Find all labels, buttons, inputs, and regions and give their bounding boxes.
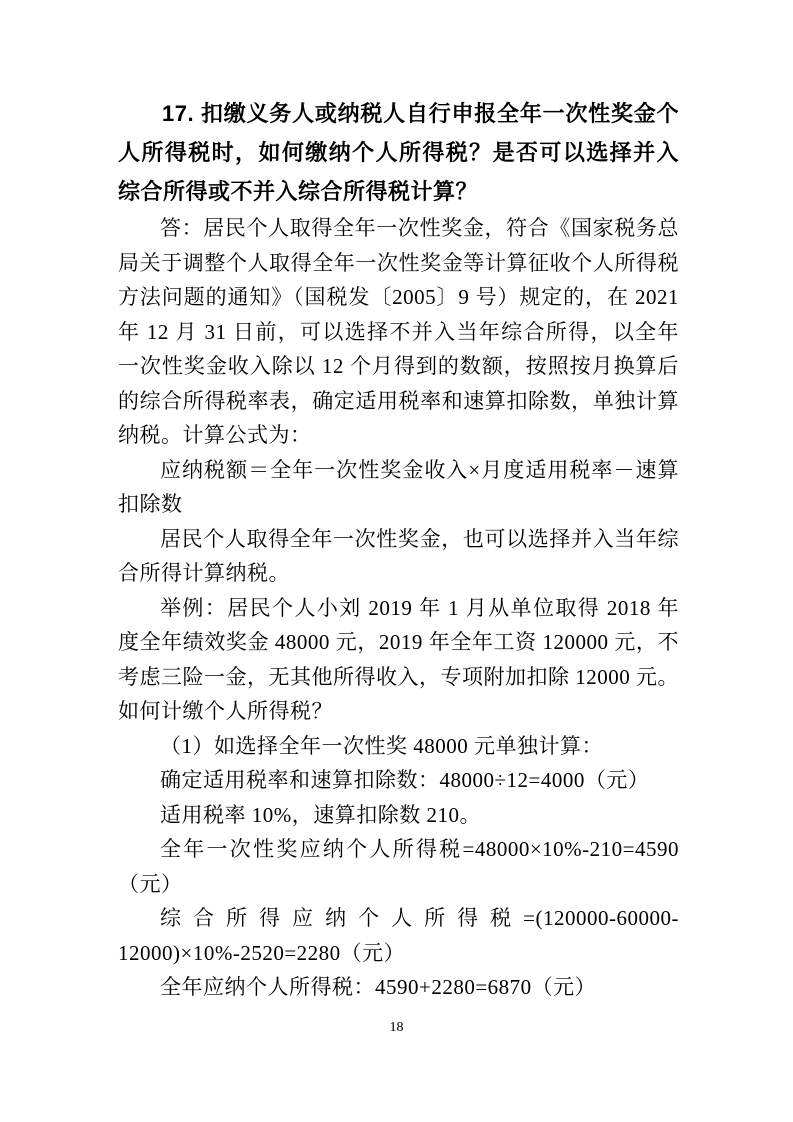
body-paragraph-calc: 适用税率 10%，速算扣除数 210。 (160, 802, 481, 827)
body-paragraph: 答：居民个人取得全年一次性奖金，符合《国家税务总局关于调整个人取得全年一次性奖金等计算征收个人所得税方法问题的通知》（国税发〔2005〕9 号）规定的，在 2021 年 12 月 31 日前，可以选择不并入当年综合所得，以全年一次性奖金收入除以 12 个月得到的数额，按照按月换算后的综合所得税率表，确定适用税率和速算扣除数，单独计算纳税。计算公式为： (118, 216, 679, 447)
section-heading: 17. 扣缴义务人或纳税人自行申报全年一次性奖金个人所得税时，如何缴纳个人所得税？是否可以选择并入综合所得或不并入综合所得税计算？ (118, 101, 679, 204)
page-number: 18 (389, 1020, 404, 1035)
body-paragraph-formula: 应纳税额＝全年一次性奖金收入×月度适用税率－速算扣除数 (118, 457, 679, 516)
body-paragraph-calc: 全年应纳个人所得税：4590+2280=6870（元） (160, 975, 597, 999)
body-paragraph-example: 举例：居民个人小刘 2019 年 1 月从单位取得 2018 年度全年绩效奖金 48000 元，2019 年全年工资 120000 元，不考虑三险一金，无其他所得收入，专项附加扣除 12000 元。如何计缴个人所得税？ (118, 595, 679, 723)
body-paragraph-case1: （1）如选择全年一次性奖 48000 元单独计算： (160, 733, 603, 758)
body-paragraph-calc: 全年一次性奖应纳个人所得税=48000×10%-210=4590（元） (118, 837, 679, 896)
document-content (118, 94, 679, 1005)
body-paragraph-calc: 确定适用税率和速算扣除数：48000÷12=4000（元） (160, 768, 650, 792)
body-paragraph: 居民个人取得全年一次性奖金，也可以选择并入当年综合所得计算纳税。 (118, 526, 679, 585)
body-paragraph-calc: 综合所得应纳个人所得税=(120000-60000-12000)×10%-2520=2280（元） (118, 906, 679, 965)
